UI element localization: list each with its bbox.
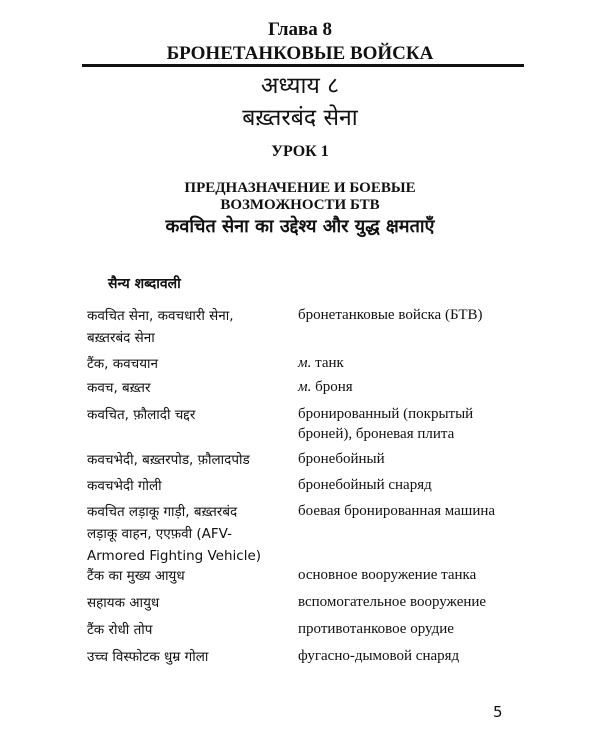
vocabulary-term-hi	[87, 646, 292, 668]
vocabulary-term-ru-line: м. броня	[298, 379, 353, 395]
vocabulary-term-ru-line: боевая бронированная машина	[298, 503, 496, 519]
vocabulary-term-ru	[298, 646, 528, 666]
chapter-number-ru: Глава 8	[267, 19, 333, 40]
vocabulary-term-hi-line: कवचभेदी गोली	[87, 478, 162, 494]
vocabulary-term-hi-line: टैंक का मुख्य आयुध	[87, 568, 185, 584]
vocabulary-term-hi-line: कवच, बख़्तर	[87, 380, 151, 396]
vocabulary-term-ru	[298, 305, 528, 325]
vocabulary-term-hi-line: लड़ाकू वाहन, एएफ़वी (AFV-	[87, 526, 232, 542]
vocabulary-term-ru-line: фугасно-дымовой снаряд	[298, 648, 460, 664]
vocabulary-term-ru	[298, 449, 528, 469]
vocabulary-term-ru	[298, 404, 528, 444]
vocabulary-term-hi-line: कवचभेदी, बख़्तरपोड, फ़ौलादपोड	[87, 452, 250, 468]
vocabulary-term-ru-line: противотанковое орудие	[298, 621, 454, 637]
vocabulary-heading: सैन्य शब्दावली	[108, 276, 181, 292]
vocabulary-term-ru	[298, 592, 528, 612]
vocabulary-term-hi	[87, 449, 292, 471]
vocabulary-term-hi-line: सहायक आयुध	[87, 595, 160, 611]
chapter-number-hi: अध्याय ८	[260, 73, 340, 99]
gender-marker: м.	[298, 379, 316, 395]
vocabulary-term-hi-line: कवचित लड़ाकू गाड़ी, बख़्तरबंद	[87, 504, 238, 520]
vocabulary-term-ru-line: основное вооружение танка	[298, 567, 477, 583]
chapter-name-ru: БРОНЕТАНКОВЫЕ ВОЙСКА	[166, 43, 434, 64]
vocabulary-term-hi	[87, 501, 292, 567]
vocabulary-term-hi-line: टैंक रोधी तोप	[87, 622, 153, 638]
vocabulary-term-hi	[87, 475, 292, 497]
vocabulary-term-ru	[298, 377, 528, 397]
vocabulary-term-ru-line: м. танк	[298, 355, 344, 371]
vocabulary-term-hi-line: टैंक, कवचयान	[87, 356, 159, 372]
vocabulary-term-hi	[87, 305, 292, 349]
vocabulary-term-ru	[298, 619, 528, 639]
vocabulary-term-hi-line: कवचित, फ़ौलादी चद्दर	[87, 407, 196, 423]
chapter-name-hi: बख़्तरबंद सेना	[242, 105, 358, 131]
vocabulary-term-ru-line: броней), броневая плита	[298, 426, 455, 442]
vocabulary-term-ru-line: бронетанковые войска (БТВ)	[298, 307, 483, 323]
header-rule	[82, 64, 524, 67]
vocabulary-term-ru-line: бронированный (покрытый	[298, 406, 474, 422]
vocabulary-term-hi-line: कवचित सेना, कवचधारी सेना,	[87, 308, 234, 324]
vocabulary-term-hi	[87, 619, 292, 641]
vocabulary-term-ru	[298, 501, 528, 521]
vocabulary-term-hi	[87, 592, 292, 614]
lesson-label: УРОК 1	[271, 143, 329, 160]
vocabulary-term-ru-line: вспомогательное вооружение	[298, 594, 487, 610]
vocabulary-term-ru	[298, 353, 528, 373]
vocabulary-term-hi	[87, 377, 292, 399]
lesson-topic-ru-line2: ВОЗМОЖНОСТИ БТВ	[220, 197, 380, 213]
vocabulary-term-hi-line: बख़्तरबंद सेना	[87, 330, 155, 346]
chapter-title-ru	[0, 18, 600, 66]
vocabulary-term-ru-line: бронебойный снаряд	[298, 477, 432, 493]
lesson-topic-ru	[0, 180, 600, 214]
vocabulary-term-hi-line: Armored Fighting Vehicle)	[87, 548, 262, 564]
vocabulary-term-hi	[87, 565, 292, 587]
vocabulary-term-ru	[298, 475, 528, 495]
vocabulary-term-hi-line: उच्च विस्फोटक धुम्र गोला	[87, 649, 209, 665]
vocabulary-term-ru-line: бронебойный	[298, 451, 385, 467]
vocabulary-term-hi	[87, 404, 292, 426]
chapter-title-hi	[0, 70, 600, 134]
vocabulary-term-ru	[298, 565, 528, 585]
page-number: 5	[493, 703, 503, 721]
lesson-topic-hi: कवचित सेना का उद्देश्य और युद्ध क्षमताएँ	[165, 216, 435, 237]
lesson-topic-ru-line1: ПРЕДНАЗНАЧЕНИЕ И БОЕВЫЕ	[184, 180, 416, 196]
gender-marker: м.	[298, 355, 316, 371]
vocabulary-term-hi	[87, 353, 292, 375]
